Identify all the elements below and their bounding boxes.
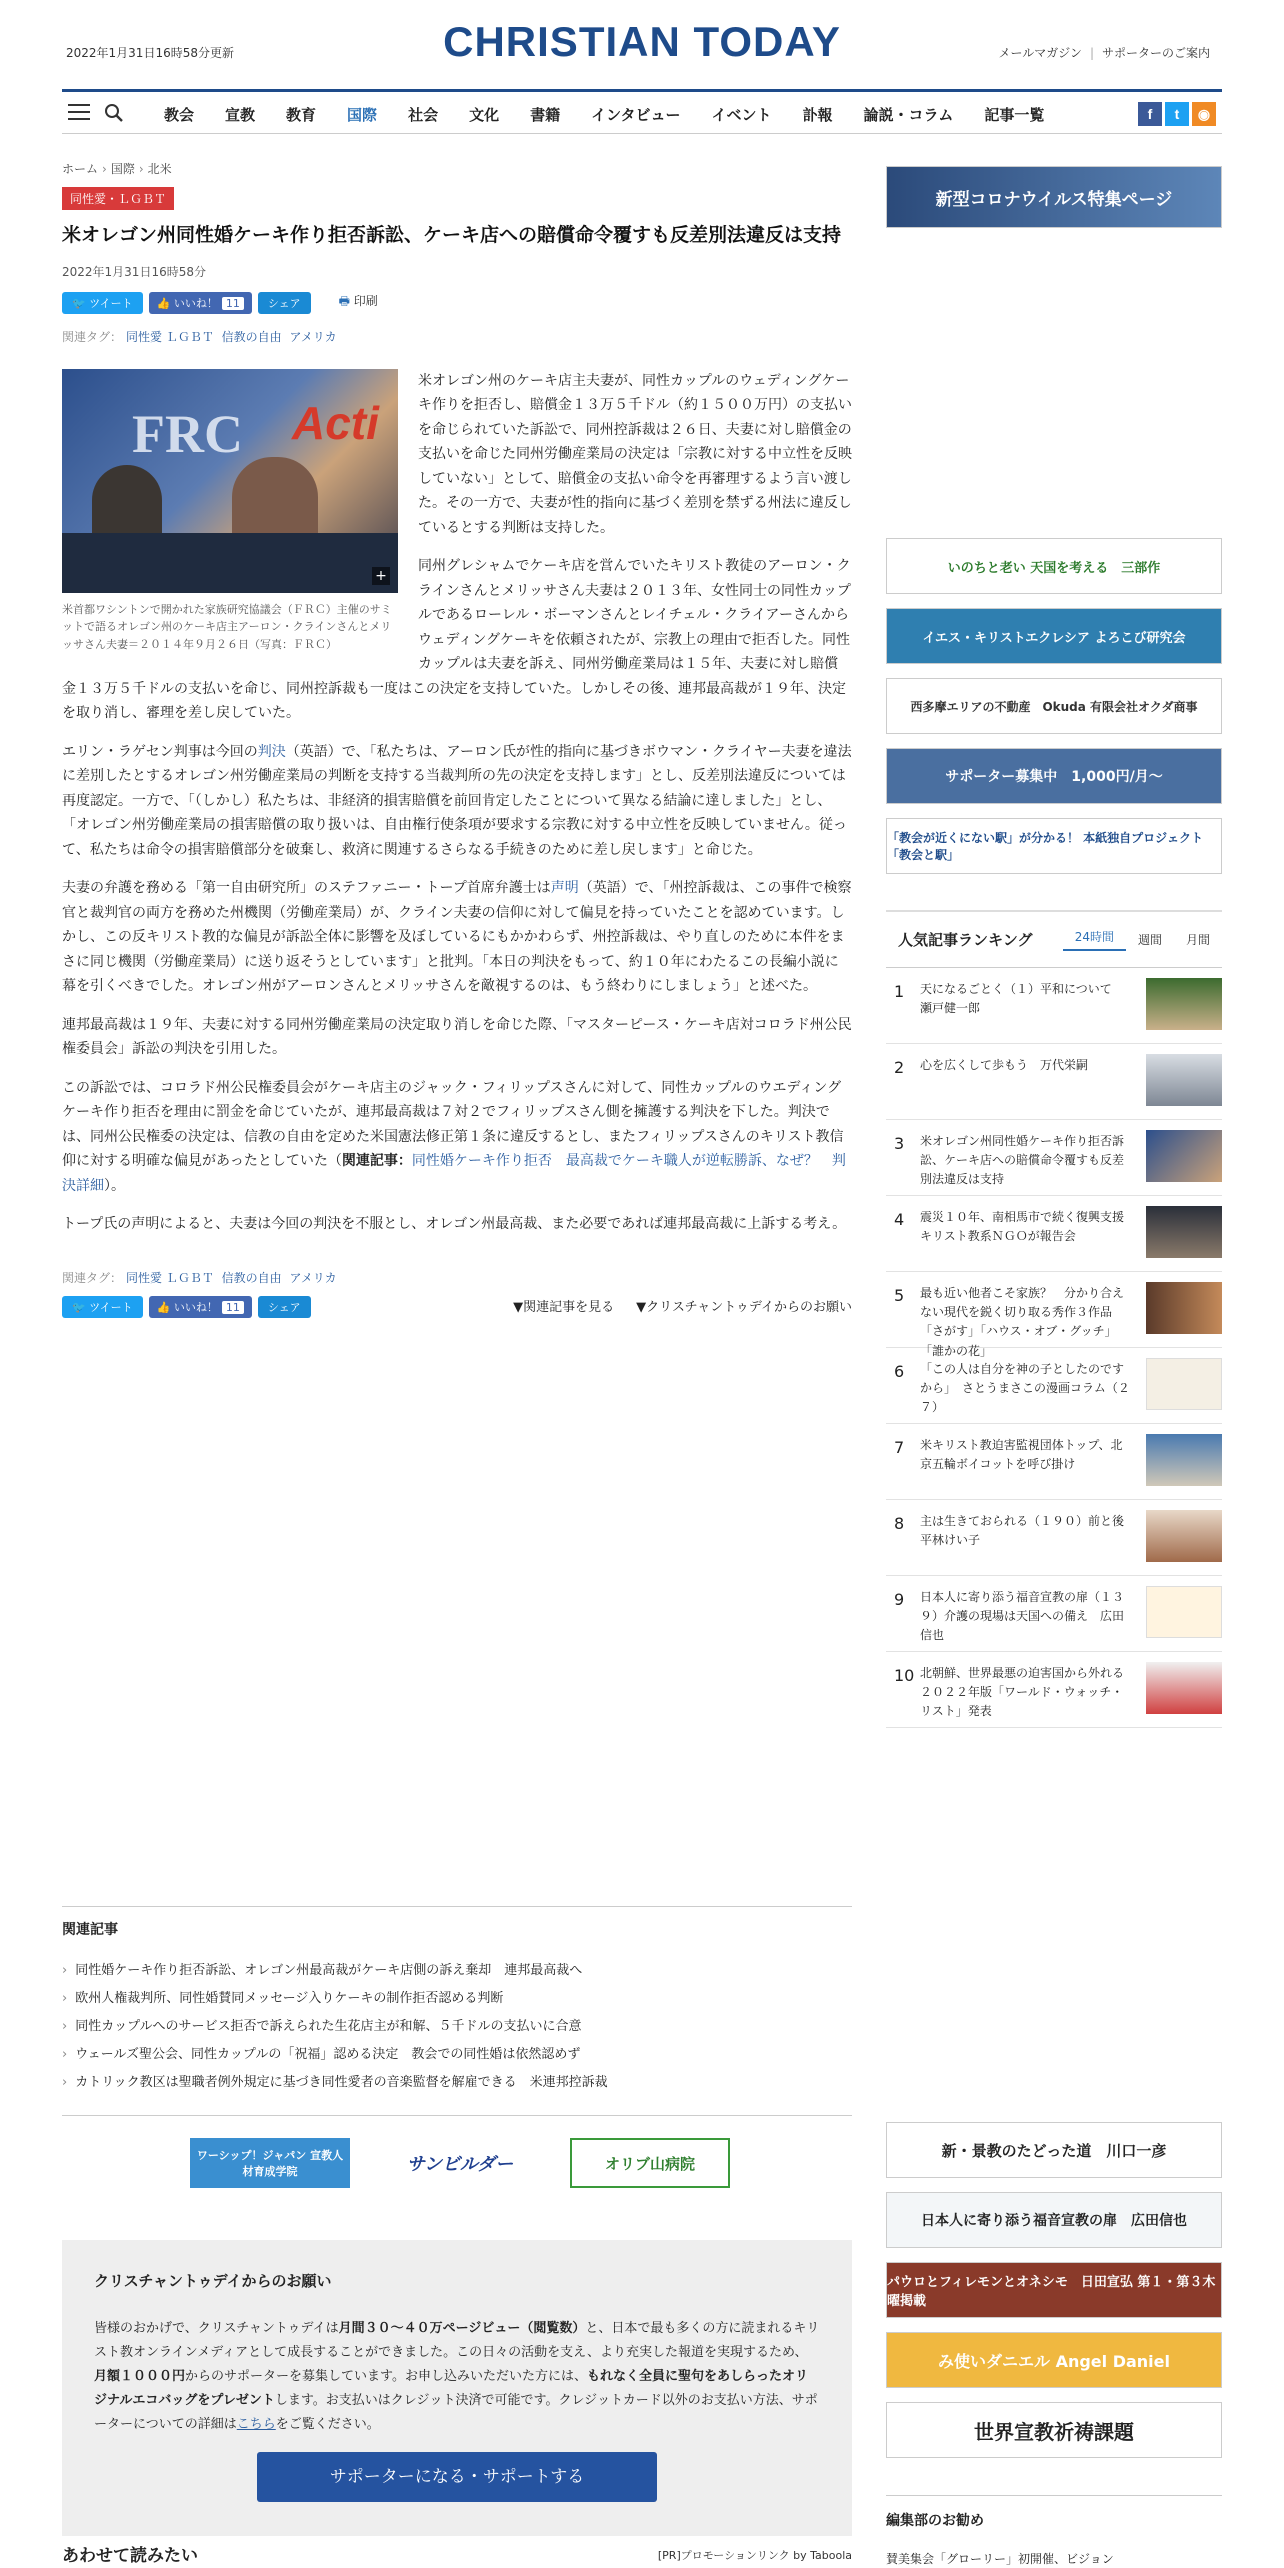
thumbnail bbox=[1146, 1206, 1222, 1258]
chevron-right-icon: › bbox=[62, 1991, 68, 2006]
ad-banner-yorokobi[interactable]: イエス・キリストエクレシア よろこび研究会 bbox=[886, 608, 1222, 664]
twitter-bird-icon: 🐦 bbox=[72, 296, 86, 310]
ad-banner-worship-japan[interactable]: ワーシップ！ジャパン 宣教人材育成学院 bbox=[190, 2138, 350, 2188]
category-badge[interactable]: 同性愛・ＬＧＢＴ bbox=[62, 187, 174, 210]
ranking-header bbox=[886, 912, 1222, 968]
covid-feature-banner[interactable]: 新型コロナウイルス特集ページ bbox=[886, 166, 1222, 228]
like-button[interactable]: 👍 いいね！ 11 bbox=[149, 1296, 252, 1318]
nav-item-columns[interactable]: 論説・コラム bbox=[863, 107, 954, 124]
ranking-item[interactable]: 1 天になるごとく（１）平和について 瀬戸健一郎 bbox=[886, 968, 1222, 1044]
ranking-item[interactable]: 10 北朝鮮、世界最悪の迫害国から外れる ２０２２年版「ワールド・ウォッチ・リスト」発表 bbox=[886, 1652, 1222, 1728]
paragraph: 同州グレシャムでケーキ店を営んでいたキリスト教徒のアーロン・クラインさんとメリッサさん夫妻は２０１３年、女性同士の同性カップルであるローレル・ボーマンさんとレイチェル・クライアーさんからウェディングケーキを依頼されたが、宗教上の理由で拒否した。同性カップルは夫妻を訴え、同州労働産業局は１５年、夫妻に対し賠償金１３万５千ドルの支払いを命じ、同州控訴裁も一度はこの決定を支持していた。しかしその後、連邦最高裁が１９年、決定を取り消し、審理を差し戻していた。 bbox=[62, 558, 851, 722]
breadcrumb-north-america[interactable]: 北米 bbox=[147, 162, 172, 176]
sponsor-banners bbox=[190, 2138, 730, 2188]
list-item[interactable]: 賛美集会「グローリー」初開催、ビジョン bbox=[886, 2552, 1114, 2566]
chevron-right-icon: › bbox=[102, 162, 107, 176]
promotion-label[interactable]: [PR]プロモーションリンク by Taboola bbox=[657, 2549, 852, 2562]
article-figure bbox=[62, 369, 398, 654]
list-item[interactable]: › 欧州人権裁判所、同性婚賛同メッセージ入りケーキの制作拒否認める判断 bbox=[62, 1991, 504, 2006]
supporter-info-link[interactable]: サポーターのご案内 bbox=[1101, 46, 1210, 60]
ranking-item[interactable]: 3 米オレゴン州同性婚ケーキ作り拒否訴訟、ケーキ店への賠償命令覆すも反差別法違反は支持 bbox=[886, 1120, 1222, 1196]
chevron-right-icon: › bbox=[138, 162, 144, 176]
tags-label: 関連タグ： bbox=[62, 329, 123, 344]
updated-timestamp: 2022年1月31日16時58分更新 bbox=[66, 46, 234, 60]
nav-item-interview[interactable]: インタビュー bbox=[591, 107, 681, 124]
ad-banner-sunbuilder[interactable]: サンビルダー bbox=[406, 2154, 514, 2175]
ruling-link[interactable]: 判決 bbox=[257, 743, 286, 760]
article-title: 米オレゴン州同性婚ケーキ作り拒否訴訟、ケーキ店への賠償命令覆すも反差別法違反は支持 bbox=[62, 224, 842, 246]
twitter-icon[interactable]: t bbox=[1165, 102, 1189, 126]
site-header bbox=[0, 0, 1284, 92]
article-body bbox=[62, 369, 852, 1237]
editors-picks bbox=[886, 2495, 1222, 2567]
ranking-item[interactable]: 8 主は生きておられる（１９０）前と後 平林けい子 bbox=[886, 1500, 1222, 1576]
picks-heading: 編集部のお勧め bbox=[886, 2513, 984, 2529]
share-button[interactable]: シェア bbox=[258, 1296, 311, 1318]
share-bar bbox=[62, 292, 852, 314]
ad-banner-trilogy[interactable]: いのちと老い 天国を考える 三部作 bbox=[886, 538, 1222, 594]
related-heading: 関連記事 bbox=[62, 1922, 118, 1938]
column-banner-keikyo[interactable]: 新・景教のたどった道 川口一彦 bbox=[886, 2122, 1222, 2178]
become-supporter-button[interactable]: サポーターになる・サポートする bbox=[257, 2452, 657, 2502]
paragraph: 連邦最高裁は１９年、夫妻に対する同州労働産業局の決定取り消しを命じた際、「マスターピース・ケーキ店対コロラド州公民権委員会」訴訟の判決を引用した。 bbox=[62, 1016, 852, 1058]
print-button[interactable]: 🖶 印刷 bbox=[338, 294, 378, 309]
nav-item-mission[interactable]: 宣教 bbox=[225, 107, 256, 124]
nav-list bbox=[164, 104, 1075, 125]
ranking-item[interactable]: 5 最も近い他者こそ家族？ 分かり合えない現代を鋭く切り取る秀作３作品 「さがす」「ハウス・オブ・グッチ」「誰かの花」 bbox=[886, 1272, 1222, 1348]
breadcrumb-international[interactable]: 国際 bbox=[110, 162, 135, 176]
tab-monthly[interactable]: 月間 bbox=[1185, 933, 1210, 947]
column-banner-mission-door[interactable]: 日本人に寄り添う福音宣教の扉 広田信也 bbox=[886, 2192, 1222, 2248]
thumbnail bbox=[1146, 1282, 1222, 1334]
list-item[interactable]: › 同性婚ケーキ作り拒否訴訟、オレゴン州最高裁がケーキ店側の訴え棄却 連邦最高裁へ bbox=[62, 1963, 583, 1978]
bottom-jump-links bbox=[491, 1296, 852, 1315]
statement-link[interactable]: 声明 bbox=[550, 880, 579, 897]
thumbnail bbox=[1146, 1510, 1222, 1562]
nav-item-international[interactable]: 国際 bbox=[347, 107, 378, 124]
nav-item-all-articles[interactable]: 記事一覧 bbox=[984, 107, 1045, 124]
chevron-right-icon: › bbox=[62, 2019, 68, 2034]
chevron-right-icon: › bbox=[62, 2075, 68, 2090]
site-logo[interactable]: CHRISTIAN TODAY bbox=[443, 18, 841, 65]
header-rule bbox=[62, 89, 1222, 92]
tag-religious-freedom[interactable]: 信教の自由 bbox=[221, 1270, 282, 1285]
top-links: メールマガジン | サポーターのご案内 bbox=[990, 44, 1218, 61]
list-item[interactable]: › ウェールズ聖公会、同性カップルの「祝福」認める決定 教会での同性婚は依然認めず bbox=[62, 2047, 581, 2062]
paragraph: 夫妻の弁護を務める「第一自由研究所」のステファニー・トープ首席弁護士は声明（英語）で、「州控訴裁は、この事件で検察官と裁判官の両方を務めた州機関（労働産業局）が、クライン夫妻の信仰に対して偏見を持っていたことを認めています。しかし、この反キリスト教的な偏見が訴訟全体に影響を及ぼしているにもかかわらず、州控訴裁は、やり直しのために本件をまさに同じ機関（労働産業局）に送り返そうとしています」と批判。「本日の判決をもって、約１０年にわたるこの長編小説に幕を引くべきでした。オレゴン州がアーロンさんとメリッサさんを敵視するのは、もう終わりにしましょう」と述べた。 bbox=[62, 880, 852, 995]
related-articles bbox=[62, 1906, 852, 2116]
breadcrumb bbox=[62, 160, 852, 177]
tag-lgbt[interactable]: 同性愛 ＬＧＢＴ bbox=[126, 329, 214, 344]
ranking-heading: 人気記事ランキング bbox=[898, 931, 1033, 949]
also-read-section bbox=[62, 2541, 852, 2566]
tweet-button[interactable]: 🐦 ツイート bbox=[62, 1296, 143, 1318]
tag-religious-freedom[interactable]: 信教の自由 bbox=[221, 329, 282, 344]
list-item[interactable]: › 同性カップルへのサービス拒否で訴えられた生花店主が和解、５千ドルの支払いに合意 bbox=[62, 2019, 582, 2034]
printer-icon: 🖶 bbox=[338, 294, 350, 309]
thumbnail bbox=[1146, 1662, 1222, 1714]
thumbs-up-icon: 👍 bbox=[156, 1300, 171, 1314]
tag-america[interactable]: アメリカ bbox=[289, 1270, 337, 1285]
like-count: 11 bbox=[222, 297, 244, 310]
ranking-item[interactable]: 6 「この人は自分を神の子としたのですから」 さとうまさこの漫画コラム（２７） bbox=[886, 1348, 1222, 1424]
nav-item-books[interactable]: 書籍 bbox=[530, 107, 561, 124]
thumbnail bbox=[1146, 1434, 1222, 1486]
facebook-icon[interactable]: f bbox=[1138, 102, 1162, 126]
details-link[interactable]: こちら bbox=[236, 2417, 276, 2433]
thumbnail bbox=[1146, 978, 1222, 1030]
column-banner-paul-philemon[interactable]: パウロとフィレモンとオネシモ 日田宣弘 第１・第３木曜掲載 bbox=[886, 2262, 1222, 2318]
ranking-item[interactable]: 2 心を広くして歩もう 万代栄嗣 bbox=[886, 1044, 1222, 1120]
main-nav bbox=[62, 94, 1222, 134]
nav-item-events[interactable]: イベント bbox=[711, 107, 772, 124]
bottom-share-bar bbox=[62, 1296, 852, 1318]
ad-banner-okuda[interactable]: 西多摩エリアの不動産 Okuda 有限会社オクダ商事 bbox=[886, 678, 1222, 734]
related-article-link[interactable]: 同性婚ケーキ作り拒否 最高裁でケーキ職人が逆転勝訴、なぜ？ 判決詳細 bbox=[62, 1153, 846, 1194]
thumbnail bbox=[1146, 1054, 1222, 1106]
nav-item-church[interactable]: 教会 bbox=[164, 107, 195, 124]
ad-banner-supporter[interactable]: サポーター募集中 1,000円/月～ bbox=[886, 748, 1222, 804]
sidebar-column-banners bbox=[886, 2122, 1222, 2458]
tags-row bbox=[62, 328, 852, 345]
nav-item-education[interactable]: 教育 bbox=[286, 107, 317, 124]
bottom-tags-row: 関連タグ： 同性愛 ＬＧＢＴ 信教の自由 アメリカ bbox=[62, 1270, 337, 1285]
ranking-item[interactable]: 9 日本人に寄り添う福音宣教の扉（１３９）介護の現場は天国への備え 広田信也 bbox=[886, 1576, 1222, 1652]
request-heading: クリスチャントゥデイからのお願い bbox=[94, 2272, 332, 2290]
nav-item-culture[interactable]: 文化 bbox=[469, 107, 500, 124]
request-box bbox=[62, 2240, 852, 2536]
chevron-right-icon: › bbox=[62, 1963, 68, 1978]
nav-item-society[interactable]: 社会 bbox=[408, 107, 439, 124]
social-icons bbox=[1138, 102, 1216, 126]
newsletter-link[interactable]: メールマガジン bbox=[998, 46, 1082, 60]
paragraph: 米オレゴン州のケーキ店主夫妻が、同性カップルのウェディングケーキ作りを拒否し、賠償金１３万５千ドル（約１５００万円）の支払いを命じられていた訴訟で、同州控訴裁は２６日、夫妻に対し賠償金の支払いを命じた同州労働産業局の決定は「宗教に対する中立性を反映していない」として、賠償金の支払い命令を再審理するよう言い渡した。その一方で、夫妻が性的指向に基づく差別を禁ずる州法に違反しているとする判断は支持した。 bbox=[418, 372, 852, 536]
rss-icon[interactable]: ◉ bbox=[1192, 102, 1216, 126]
list-item[interactable]: › カトリック教区は聖職者例外規定に基づき同性愛者の音楽監督を解雇できる 米連邦控訴裁 bbox=[62, 2075, 608, 2090]
also-read-heading: あわせて読みたい bbox=[62, 2546, 198, 2566]
tab-weekly[interactable]: 週間 bbox=[1137, 933, 1162, 947]
like-count: 11 bbox=[222, 1301, 244, 1314]
tag-america[interactable]: アメリカ bbox=[289, 329, 337, 344]
ad-banner-church-station[interactable]: 「教会が近くにない駅」が分かる！ 本紙独自プロジェクト「教会と駅」 bbox=[886, 818, 1222, 874]
share-button[interactable]: シェア bbox=[258, 292, 311, 314]
hamburger-menu-icon[interactable] bbox=[68, 104, 90, 122]
ad-banner-olive-hospital[interactable]: オリブ山病院 bbox=[570, 2138, 730, 2188]
column-banner-angel-daniel[interactable]: み使いダニエル Angel Daniel bbox=[886, 2332, 1222, 2388]
related-articles-jump-link[interactable]: ▼関連記事を見る bbox=[513, 1299, 615, 1315]
paragraph: エリン・ラゲセン判事は今回の判決（英語）で、「私たちは、アーロン氏が性的指向に基づきボウマン・クライヤー夫妻を違法に差別したとするオレゴン州労働産業局の判断を支持する当裁判所の先の決定を支持します」とし、反差別法違反については再度認定。一方で、「（しかし）私たちは、非経済的損害賠償を前回肯定したことについて異なる結論に達しました」とし、「オレゴン州労働産業局の損害賠償の取り扱いは、自由権行使条項が要求する宗教に対する中立性を反映していません。従って、私たちは命令の損害賠償部分を破棄し、救済に関連するさらなる手続きのために差し戻します」と命じた。 bbox=[62, 743, 852, 858]
chevron-right-icon: › bbox=[62, 2047, 68, 2062]
thumbnail bbox=[1146, 1586, 1222, 1638]
sidebar bbox=[886, 166, 1222, 228]
breadcrumb-home[interactable]: ホーム bbox=[62, 162, 99, 176]
request-text: 皆様のおかげで、クリスチャントゥデイは月間３０～４０万ページビュー（閲覧数）と、日本で最も多くの方に読まれるキリスト教オンラインメディアとして成長することができました。この日々の活動を支え、より充実した報道を実現するため、月額１０００円からのサポーターを募集しています。お申し込みいただいた方には、もれなく全員に聖句をあしらったオリジナルエコバッグをプレゼントします。お支払いはクレジット決済で可能です。クレジットカード以外のお支払い方法、サポーターについての詳細はこちらをご覧ください。 bbox=[94, 2321, 820, 2433]
paragraph: トープ氏の声明によると、夫妻は今回の判決を不服とし、オレゴン州最高裁、また必要であれば連邦最高裁に上訴する考え。 bbox=[62, 1216, 847, 1233]
ranking-item[interactable]: 7 米キリスト教迫害監視団体トップ、北京五輪ボイコットを呼び掛け bbox=[886, 1424, 1222, 1500]
related-list bbox=[62, 1959, 852, 2116]
like-button[interactable]: 👍 いいね！ 11 bbox=[149, 292, 252, 314]
sidebar-ads bbox=[886, 538, 1222, 874]
expand-icon[interactable]: + bbox=[372, 567, 390, 585]
tag-lgbt[interactable]: 同性愛 ＬＧＢＴ bbox=[126, 1270, 214, 1285]
search-icon[interactable] bbox=[104, 103, 124, 123]
thumbnail bbox=[1146, 1130, 1222, 1182]
photo-caption: 米首都ワシントンで開かれた家族研究協議会（ＦＲＣ）主催のサミットで語るオレゴン州のケーキ店主アーロン・クラインさんとメリッサさん夫妻＝２０１４年９月２６日（写真：ＦＲＣ） bbox=[62, 602, 392, 651]
twitter-bird-icon: 🐦 bbox=[72, 1300, 86, 1314]
thumbs-up-icon: 👍 bbox=[156, 296, 171, 310]
nav-item-obituary[interactable]: 訃報 bbox=[802, 107, 833, 124]
ranking-panel bbox=[886, 910, 1222, 1728]
article-date: 2022年1月31日16時58分 bbox=[62, 264, 206, 279]
tab-24h[interactable]: 24時間 bbox=[1063, 928, 1126, 951]
main-column bbox=[62, 160, 852, 1318]
ranking-item[interactable]: 4 震災１０年、南相馬市で続く復興支援 キリスト教系ＮＧＯが報告会 bbox=[886, 1196, 1222, 1272]
request-jump-link[interactable]: ▼クリスチャントゥデイからのお願い bbox=[636, 1299, 852, 1315]
column-banner-world-mission-prayer[interactable]: 世界宣教祈祷課題 bbox=[886, 2402, 1222, 2458]
paragraph: この訴訟では、コロラド州公民権委員会がケーキ店主のジャック・フィリップスさんに対して、同性カップルのウエディングケーキ作り拒否を理由に罰金を命じていたが、連邦最高裁は７対２でフィリップスさん側を擁護する判決を下した。判決では、同州公民権委の決定は、信教の自由を定めた米国憲法修正第１条に違反するとし、またフィリップスさんのキリスト教信仰に対する明確な偏見があったとしていた（関連記事：同性婚ケーキ作り拒否 最高裁でケーキ職人が逆転勝訴、なぜ？ 判決詳細）。 bbox=[62, 1079, 846, 1194]
article-photo[interactable]: FRC Acti + bbox=[62, 369, 398, 593]
thumbnail bbox=[1146, 1358, 1222, 1410]
tweet-button[interactable]: 🐦 ツイート bbox=[62, 292, 143, 314]
